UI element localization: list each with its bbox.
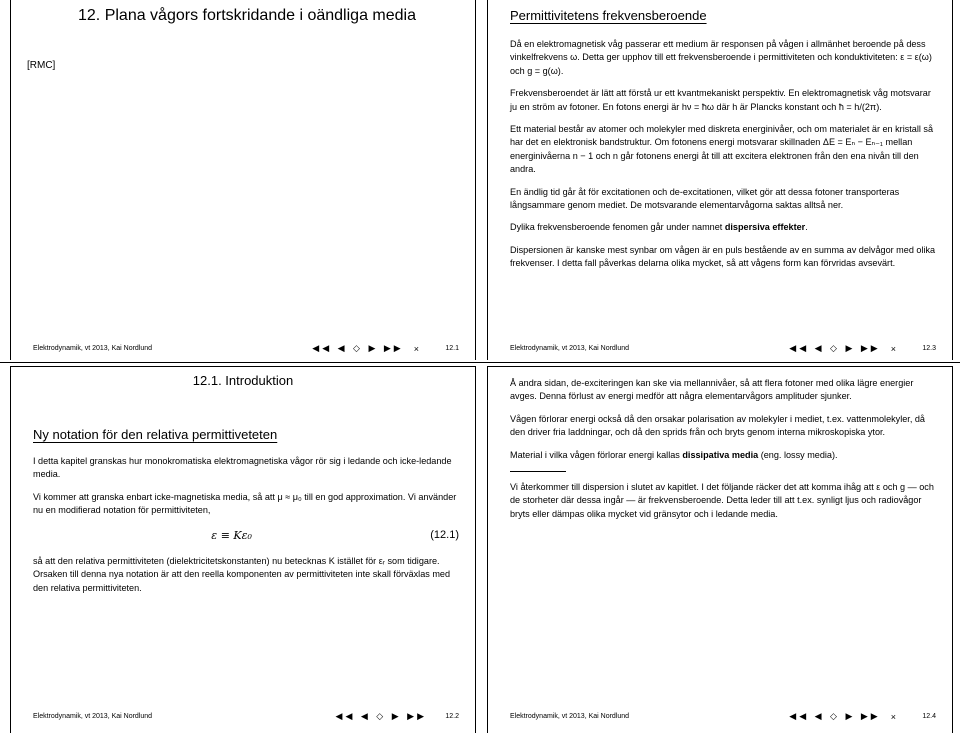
text: Dylika frekvensberoende fenomen går under namnet — [510, 222, 725, 233]
navigation-controls[interactable]: ◀◀ ◀ ◇ ▶ ▶▶ — [789, 343, 881, 353]
footer-label: Elektrodynamik, vt 2013, Kai Nordlund — [510, 713, 630, 720]
rmc-tag: [RMC] — [27, 60, 56, 71]
text: Material i vilka vågen förlorar energi kallas — [510, 449, 683, 460]
paragraph: så att den relativa permittiviteten (dielektricitetskonstanten) nu betecknas K istället för εᵣ som tidigare. Orsaken till denna nya notation är att den reella komponenten av permittiviteten inte skall förväxlas med den relativa permittiviteten. — [33, 556, 451, 593]
equation-number: (12.1) — [430, 529, 459, 541]
paragraph: Ett material består av atomer och molekyler med diskreta energinivåer, och om materialet är en kristall så har det en elektronisk bandstruktur. Om fotonens energi motsvarar skillnaden ΔE = Eₙ − Eₙ₋₁ mellan energinivåerna n − 1 och n går fotonens energi åt till att excitera elektronen från den ena nivån till den andra. — [510, 124, 934, 175]
paragraph: I detta kapitel granskas hur monokromatiska elektromagnetiska vågor rör sig i ledande och icke-ledande media. — [33, 456, 452, 480]
paragraph: Dispersionen är kanske mest synbar om vågen är en puls bestående av en summa av delvågor med olika frekvenser. I detta fall påverkas delarna olika mycket, så att vågens form kan förvridas avsevärt. — [510, 244, 936, 269]
page-number: 12.4 — [922, 713, 936, 720]
slide-footer — [33, 711, 459, 722]
footer-label: Elektrodynamik, vt 2013, Kai Nordlund — [33, 713, 153, 720]
equation-row — [33, 529, 459, 542]
navigation-controls[interactable]: ◀◀ ◀ ◇ ▶ ▶▶ — [335, 711, 427, 721]
equation: ε ≡ Kε₀ — [211, 529, 252, 542]
paragraph: Vi återkommer till dispersion i slutet av kapitlet. I det följande räcker det att komma ihåg att ε och g — och de storheter där dessa ingår — är frekvensberoende. Detta leder till att t.ex. synligt ljus och radiovågor bryts eller dämpas olika mycket vid gränsytor och i ledande media. — [510, 482, 934, 519]
slide-title: Ny notation för den relativa permittiveteten — [33, 427, 278, 442]
footer-label: Elektrodynamik, vt 2013, Kai Nordlund — [33, 345, 153, 352]
slide-footer — [510, 343, 936, 354]
term-dispersiva-effekter: dispersiva effekter — [724, 222, 806, 233]
page-number: 12.1 — [445, 345, 459, 352]
slide-12-1 — [10, 0, 476, 360]
text: . — [805, 222, 808, 233]
close-icon[interactable]: × — [890, 343, 896, 354]
slide-body — [510, 38, 936, 280]
paragraph: Vi kommer att granska enbart icke-magnetiska media, så att μ ≈ μ₀ till en god approximation. Vi använder nu en modifierad notation för permittiviteten, — [33, 491, 457, 516]
slide-12-2 — [10, 366, 476, 733]
slide-footer — [33, 343, 459, 354]
slide-body — [33, 555, 459, 604]
footer-label: Elektrodynamik, vt 2013, Kai Nordlund — [510, 345, 630, 352]
section-title: 12.1. Introduktion — [192, 373, 294, 388]
section-title: 12. Plana vågors fortskridande i oändliga media — [78, 7, 416, 24]
navigation-controls[interactable]: ◀◀ ◀ ◇ ▶ ▶▶ — [789, 711, 881, 721]
paragraph: Frekvensberoendet är lätt att förstå ur ett kvantmekaniskt perspektiv. En elektromagnetisk våg motsvarar ju en ström av fotoner. En fotons energi är hν = ħω där h är Plancks konstant och ħ = h/(2π). — [510, 88, 931, 112]
page-number: 12.3 — [922, 345, 936, 352]
paragraph: Å andra sidan, de-exciteringen kan ske via mellannivåer, så att flera fotoner med olika lägre energier avges. Denna förlust av energi medför att några elementarvågors amplituder sjunker. — [510, 378, 914, 402]
text: (eng. lossy media). — [758, 449, 838, 460]
close-icon[interactable]: × — [890, 711, 896, 722]
paragraph: Vågen förlorar energi också då den orsakar polarisation av molekyler i mediet, t.ex. vattenmolekyler, då den driver fria laddningar, och då den sprids från och bryts genom interna mikroskopiska ytor. — [510, 413, 925, 438]
paragraph: En ändlig tid går åt för excitationen och de-excitationen, vilket gör att dessa fotoner transporteras långsammare genom mediet. De motsvarande elementarvågorna saktas alltså ner. — [510, 186, 900, 211]
slide-body — [510, 377, 936, 530]
divider — [510, 471, 566, 472]
slide-title: Permittivitetens frekvensberoende — [510, 8, 707, 23]
slide-footer — [510, 711, 936, 722]
paragraph: Då en elektromagnetisk våg passerar ett medium är responsen på vågen i allmänhet beroende på dess vinkelfrekvens ω. Detta ger upphov till ett frekvensberoende i permittiviteten och konduktiviteten: ε = ε(ω) och g = g(ω). — [510, 39, 932, 76]
term-dissipativa-media: dissipativa media — [682, 449, 759, 460]
close-icon[interactable]: × — [413, 343, 419, 354]
slide-12-3 — [487, 0, 953, 360]
page-number: 12.2 — [445, 713, 459, 720]
paragraph — [510, 449, 936, 462]
paragraph — [510, 221, 936, 234]
slide-12-4 — [487, 366, 953, 733]
slide-body — [33, 455, 459, 527]
navigation-controls[interactable]: ◀◀ ◀ ◇ ▶ ▶▶ — [312, 343, 404, 353]
